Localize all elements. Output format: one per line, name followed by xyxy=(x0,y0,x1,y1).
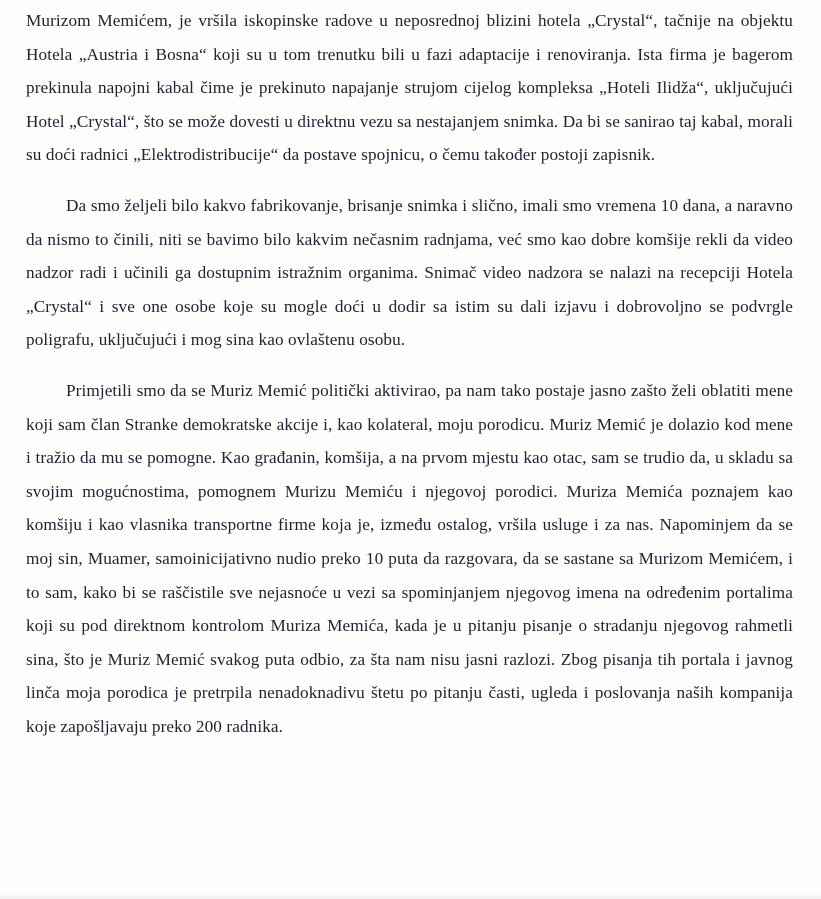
paragraph-political-activity: Primjetili smo da se Muriz Memić politički aktivirao, pa nam tako postaje jasno zašto želi oblatiti mene koji sam član Stranke demokratske akcije i, kao kolateral, moju porodicu. Muriz Memić je dolazio kod mene i tražio da mu se pomogne. Kao građanin, komšija, a na prvom mjestu kao otac, sam se trudio da, u skladu sa svojim mogućnostima, pomognem Murizu Memiću i njegovoj porodici. Muriza Memića poznajem kao komšiju i kao vlasnika transportne firme koja je, između ostalog, vršila usluge i za nas. Napominjem da se moj sin, Muamer, samoinicijativno nudio preko 10 puta da razgovara, da se sastane sa Murizom Memićem, i to sam, kako bi se raščistile sve nejasnoće u vezi sa spominjanjem njegovog imena na određenim portalima koji su pod direktnom kontrolom Muriza Memića, kada je u pitanju pisanje o stradanju njegovog rahmetli sina, što je Muriz Memić svakog puta odbio, za šta nam nisu jasni razlozi. Zbog pisanja tih portala i javnog linča moja porodica je pretrpila nenadoknadivu štetu po pitanju časti, ugleda i poslovanja naših kompanija koje zapošljavaju preko 200 radnika. xyxy=(26,380,793,736)
page-bottom-edge xyxy=(0,893,821,899)
paragraph-video-surveillance: Da smo željeli bilo kakvo fabrikovanje, brisanje snimka i slično, imali smo vremena 10 dana, a naravno da nismo to činili, niti se bavimo bilo kakvim nečasnim radnjama, već smo kao dobre komšije rekli da video nadzor radi i učinili ga dostupnim istražnim organima. Snimač video nadzora se nalazi na recepciji Hotela „Crystal“ i sve one osobe koje su mogle doći u dodir sa istim su dali izjavu i dobrovoljno se podvrgle poligrafu, uključujući i mog sina kao ovlaštenu osobu. xyxy=(26,195,793,350)
paragraph-hotel-cable: Murizom Memićem, je vršila iskopinske radove u neposrednoj blizini hotela „Crystal“, tačnije na objektu Hotela „Austria i Bosna“ koji su u tom trenutku bili u fazi adaptacije i renoviranja. Ista firma je bagerom prekinula napojni kabal čime je prekinuto napajanje strujom cijelog kompleksa „Hoteli Ilidža“, uključujući Hotel „Crystal“, što se može dovesti u direktnu vezu sa nestajanjem snimka. Da bi se sanirao taj kabal, morali su doći radnici „Elektrodistribucije“ da postave spojnicu, o čemu također postoji zapisnik. xyxy=(26,11,793,165)
